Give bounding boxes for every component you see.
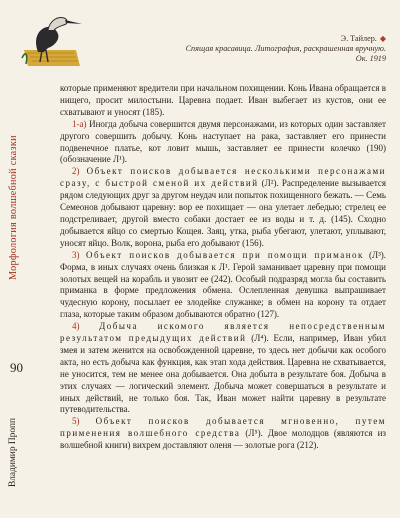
page-number: 90 [10,360,23,375]
illustration-caption [116,34,386,64]
caption-title: Спящая красавица. Литография, раскрашенная вручную. [185,44,386,53]
diamond-icon: ◆ [379,34,386,43]
item-number: 3) [72,249,80,260]
paragraph: 5) Объект поисков добывается мгновенно, путем применения волшебного средства (Л⁵). Двое молодцов (являются из волшебной книги) вихрем доставляют оленя — золотые рога (212). [60,416,386,451]
spaced-heading: Объект поисков добывается при помощи приманок [79,249,364,260]
caption-author: Э. Тайлер. [340,34,377,43]
paragraph: 3) Объект поисков добывается при помощи приманок (Л³). Форма, в иных случаях очень близкая к Л¹. Герой заманивает царевну при помощи золотых вещей на корабль и увозит ее (242). Особый подразряд могла бы составить приманка в форме предложения обмена. Ослепленная девушка выпрашивает чудесную корону, посылает ее злодейке служанке; в обмен на корону та отдает глаза, которые таким образом добываются обратно (127). [60,249,387,320]
running-title: Морфология волшебной сказки [8,135,19,281]
spaced-heading: Объект поисков добывается мгновенно, путем применения волшебного средства [60,416,386,439]
caption-date: Ок. 1919 [355,54,386,63]
paragraph: 4) Добыча искомого является непосредственным результатом предыдущих действий (Л⁴). Если, например, Иван убил змея и затем женится на освобожденной царевне, то здесь нет добычи как особого акта, но есть добыча как функция, как этап хода действия. Царевна не схватывается, не уносится, тем не менее она добывается. Она добыта в результате боя. Добыча в этих случаях — логический элемент. Добыча может совершаться в результате и иных действий, не только боя. Так, Иван может найти царевну в результате путеводительства. [60,321,386,415]
item-number: 1-а) [72,118,87,129]
item-number: 5) [72,416,80,427]
item-number: 4) [72,321,80,332]
spaced-heading: Добыча искомого является непосредственным результатом предыдущих действий [60,321,386,344]
spaced-heading: Объект поисков добывается несколькими персонажами сразу, с быстрой сменой их действий [60,166,386,189]
paragraph: которые применяют вредители при начальном похищении. Конь Ивана обращается в нищего, просит милостыни. Царевна подает. Иван выбегает из кустов, они ее схватывают и уносят (185). [60,83,386,117]
heron-illustration [14,6,86,68]
paragraph: 1-а) Иногда добыча совершится двумя персонажами, из которых один заставляет другого совершить добычу. Конь наступает на рака, заставляет его принести подвенечное платье, кот ловит мышь, заставляет ее принести колечко (190) (обозначение Л¹). [60,118,386,165]
paragraph: 2) Объект поисков добывается несколькими персонажами сразу, с быстрой сменой их действий (Л²). Распределение вызывается рядом следующих друг за другом неудач или попыток похищенного бежать. — Семь Семеонов добывают царевну: вор ее похищает — она улетает лебедью; стрелец ее подстреливает, другой вместо собаки достает ее из воды и т. д. (145). Сходно добывается яйцо со смертью Кощея. Заяц, утка, рыба убегают, улетают, уплывают, уносят яйцо. Волк, ворона, рыба его добывают (156). [60,166,387,248]
body-text [60,83,386,452]
running-author: Владимир Пропп [8,417,18,487]
item-number: 2) [72,166,80,177]
